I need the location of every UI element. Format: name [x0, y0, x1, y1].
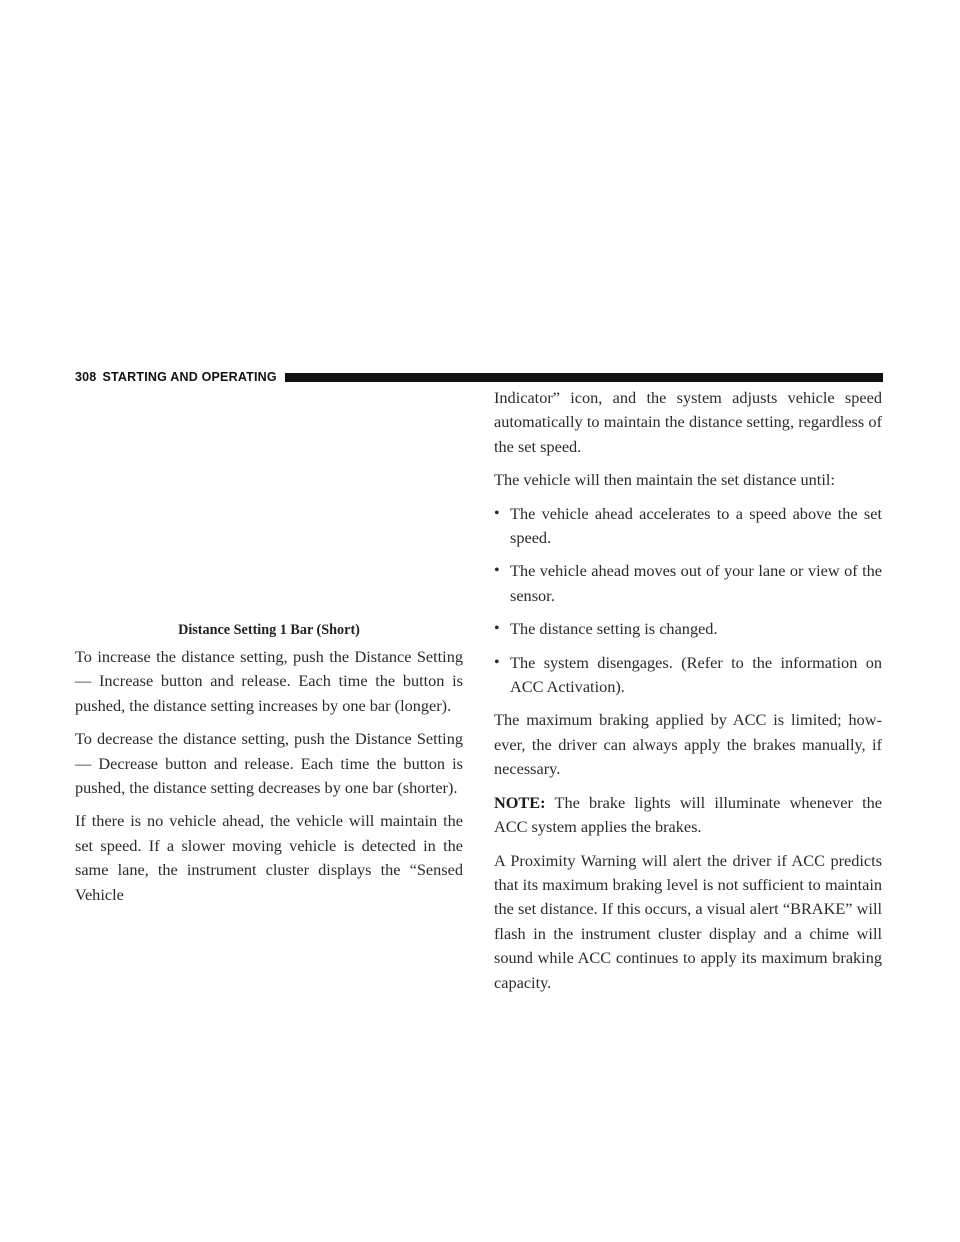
paragraph-increase-distance: To increase the distance setting, push the Distance Setting — Increase button and release. Each time the button is pushed, the distance setting increases by one bar (longer). [75, 647, 463, 715]
list-item [494, 559, 882, 608]
list-item-text: The vehicle ahead accelerates to a speed above the set speed. [510, 503, 882, 548]
section-title: STARTING AND OPERATING [102, 370, 277, 384]
figure-caption: Distance Setting 1 Bar (Short) [178, 622, 360, 638]
paragraph-sensed-vehicle-continued: Indicator” icon, and the system adjusts vehicle speed automatically to maintain the distance setting, regardless of the set speed. [494, 388, 882, 456]
bullet-icon: • [494, 504, 500, 522]
list-item [494, 617, 882, 641]
list-item-text: The vehicle ahead moves out of your lane or view of the sensor. [510, 561, 882, 605]
bullet-list [494, 502, 882, 700]
bullet-icon: • [494, 562, 500, 580]
header-rule [285, 373, 883, 382]
paragraph-proximity-warning: A Proximity Warning will alert the driver if ACC predicts that its maximum braking level is not sufficient to maintain the set distance. If this occurs, a visual alert “BRAKE” will flash in the instrument cluster display and a chime will sound while ACC continues to apply its maximum braking capacity. [494, 850, 882, 992]
list-item [494, 502, 882, 551]
list-item-text: The system disengages. (Refer to the information on ACC Activation). [510, 652, 882, 697]
note-paragraph [494, 791, 882, 840]
page-number: 308 [75, 370, 97, 384]
list-item-text: The distance setting is changed. [510, 619, 718, 639]
note-label: NOTE: [494, 792, 546, 812]
paragraph-max-braking: The maximum braking applied by ACC is limited; how-ever, the driver can always apply the brakes manually, if necessary. [494, 710, 882, 779]
paragraph-no-vehicle-ahead: If there is no vehicle ahead, the vehicle will maintain the set speed. If a slower moving vehicle is detected in the same lane, the instrument cluster displays the “Sensed Vehicle [75, 811, 463, 904]
paragraph-list-lead: The vehicle will then maintain the set distance until: [494, 470, 835, 490]
paragraph-decrease-distance: To decrease the distance setting, push the Distance Setting — Decrease button and release. Each time the button is pushed, the distance setting decreases by one bar (shorter). [75, 729, 463, 798]
figure-image-area [75, 395, 463, 620]
right-column [494, 386, 882, 1004]
bullet-icon: • [494, 653, 500, 671]
list-item [494, 651, 882, 700]
left-column [75, 645, 463, 916]
bullet-icon: • [494, 620, 500, 638]
page-header [75, 369, 883, 385]
note-text: The brake lights will illuminate whenever the ACC system applies the brakes. [494, 792, 882, 837]
